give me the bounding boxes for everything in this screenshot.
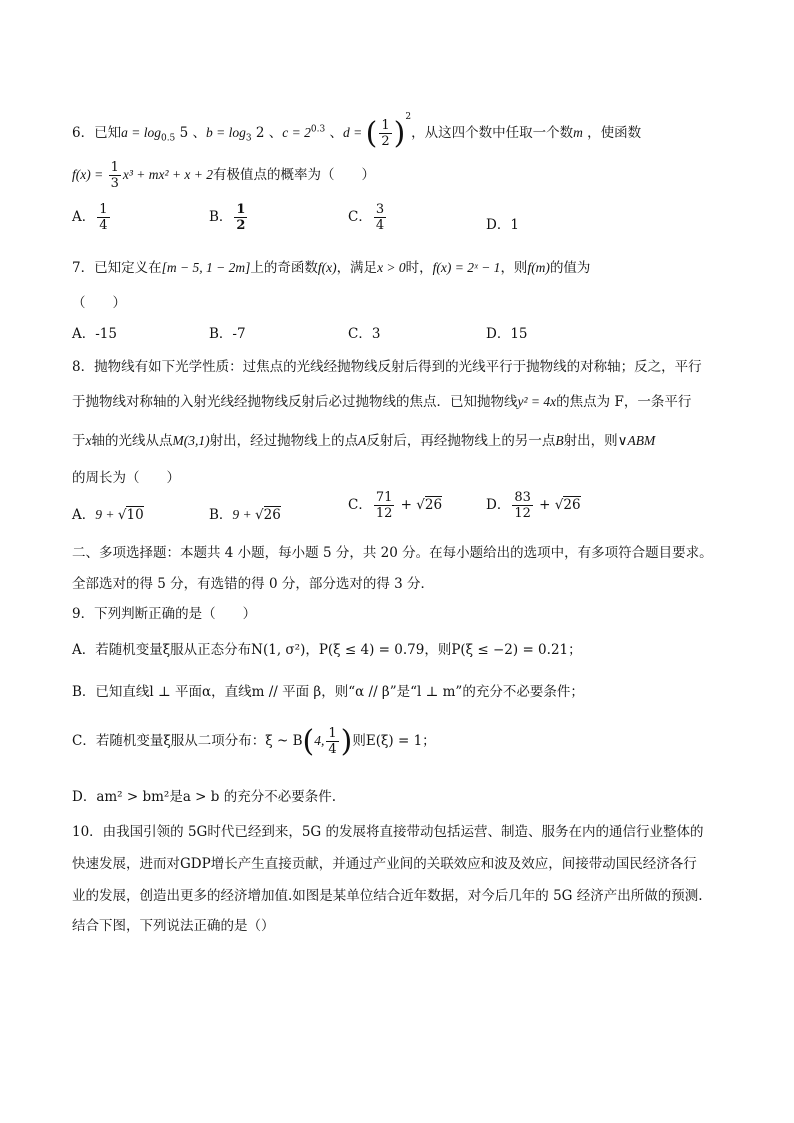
q6-a-def: a = log [121, 125, 161, 140]
q6-d-sup: 2 [405, 112, 412, 122]
q7-option-a[interactable]: A．-15 [72, 326, 117, 342]
q8-stem-line3: 于x轴的光线从点M(3,1)射出，经过抛物线上的点A反射后，再经抛物线上的另一点B射出，则∨ABM [72, 433, 656, 449]
q8-option-b[interactable]: B．9 + √26 [209, 507, 281, 523]
q6-end: ，使函数 [582, 125, 642, 141]
q6-c-def: c = 2 [282, 125, 311, 140]
q8-point-m: M(3,1) [172, 433, 210, 448]
q6-b-def: b = log [205, 125, 246, 140]
q6-option-c[interactable]: C． $\frac{3}{4}$ [348, 202, 385, 233]
q6-option-b[interactable]: B． $\frac{1}{2}$ [209, 202, 246, 233]
q6-sep3: 、 [325, 125, 344, 141]
q6-c-sup: 0.3 [310, 124, 326, 135]
q6-poly: x³ + mx² + x + 2 [122, 167, 214, 182]
q8-option-a[interactable]: A．9 + √10 [72, 507, 144, 523]
q9-stem: 9．下列判断正确的是（ ） [72, 606, 257, 622]
q7-stem-line2: （ ） [72, 295, 126, 311]
q7-expression: f(x) = 2ˣ − 1 [432, 260, 501, 275]
q8-stem-line2: 于抛物线对称轴的入射光线经抛物线反射后必过抛物线的焦点．已知抛物线y² = 4x的焦点为 F，一条平行 [72, 394, 692, 410]
q7-option-b[interactable]: B．-7 [209, 326, 246, 342]
q6-b-arg: 2 [251, 125, 265, 141]
q7-option-c[interactable]: C．3 [348, 326, 381, 342]
q9-option-d[interactable]: D．am² > bm²是a > b 的充分不必要条件. [72, 789, 337, 805]
q7-interval: [m − 5, 1 − 2m] [161, 260, 251, 275]
q6-option-a[interactable]: A． $\frac{1}{4}$ [72, 202, 108, 233]
q10-stem-line2: 快速发展，进而对GDP增长产生直接贡献，并通过产业间的关联效应和波及效应，间接带动国民经济各行 [72, 856, 697, 872]
q6-sep2: 、 [264, 125, 283, 141]
q6-a-arg: 5 [175, 125, 189, 141]
q9-option-b[interactable]: B．已知直线l ⊥ 平面α，直线m // 平面 β，则“α // β”是“l ⊥ m”的充分不必要条件； [72, 684, 584, 700]
q6-b-sub: 3 [245, 133, 252, 144]
q10-stem-line1: 10．由我国引领的 5G时代已经到来，5G 的发展将直接带动包括运营、制造、服务在内的通信行业整体的 [72, 824, 704, 840]
q7-option-d[interactable]: D．15 [486, 326, 528, 342]
q10-stem-line3: 业的发展，创造出更多的经济增加值.如图是某单位结合近年数据，对今后几年的 5G 经济产出所做的预测. [72, 888, 703, 904]
q8-triangle: ∨ABM [617, 433, 656, 448]
q6-f: f(x) = [72, 167, 107, 182]
q8-option-c[interactable]: C． $\frac{71}{12}$ + √26 [348, 490, 443, 521]
q9-option-c[interactable]: C．若随机变量ξ服从二项分布：ξ ~ B(4, $\frac{1}{4}$ )则E(ξ) = 1； [72, 724, 436, 759]
q6-d-frac: $\frac{1}{2}$ [381, 118, 390, 149]
q8-parabola: y² = 4x [517, 394, 557, 409]
q6-a-sub: 0.5 [160, 133, 176, 144]
q8-stem-line4: 的周长为（ ） [72, 470, 180, 486]
q6-question-text: 有极值点的概率为（ ） [213, 167, 376, 183]
q6-stem-line2 [72, 160, 375, 191]
q6-prefix: 6．已知 [72, 125, 122, 141]
q6-m-var: m [573, 125, 583, 140]
q8-option-d[interactable]: D． $\frac{83}{12}$ + √26 [486, 490, 581, 521]
q6-sep1: 、 [188, 125, 206, 141]
q6-d-def: d = [343, 125, 366, 140]
section2-header-line1: 二、多项选择题：本题共 4 小题，每小题 5 分，共 20 分。在每小题给出的选项中，有多项符合题目要求。 [72, 545, 713, 561]
q6-stem-line1: 6．已知$a = \log_{0.5} 5$ 、$b = \log_3 2$ 、$c = 2^{0.3}$ 、d = ( $\frac{1}{2}$ )$^2$，从这四个数中任取一个数m ，使函数 [72, 112, 642, 151]
q8-stem-line1: 8．抛物线有如下光学性质：过焦点的光线经抛物线反射后得到的光线平行于抛物线的对称轴；反之，平行 [72, 359, 702, 375]
q7-fx: f(x) [317, 260, 337, 275]
q6-suffix: ，从这四个数中任取一个数 [411, 125, 574, 141]
q6-coef-frac: $\frac{1}{3}$ [110, 160, 119, 191]
q10-stem-line4: 结合下图，下列说法正确的是（） [72, 918, 275, 934]
section2-header-line2: 全部选对的得 5 分，有选错的得 0 分，部分选对的得 3 分． [72, 576, 435, 592]
q7-fm: f(m) [527, 260, 550, 275]
q7-condition: x > 0 [377, 260, 406, 275]
q9-option-a[interactable]: A．若随机变量ξ服从正态分布N(1, σ²)，P(ξ ≤ 4) = 0.79，则P(ξ ≤ −2) = 0.21； [72, 642, 582, 658]
q6-option-d[interactable]: D．1 [486, 217, 519, 233]
q7-stem-line1: 7．已知定义在[m − 5, 1 − 2m]上的奇函数f(x)，满足x > 0时，f(x) = 2ˣ − 1，则f(m)的值为 [72, 260, 591, 276]
